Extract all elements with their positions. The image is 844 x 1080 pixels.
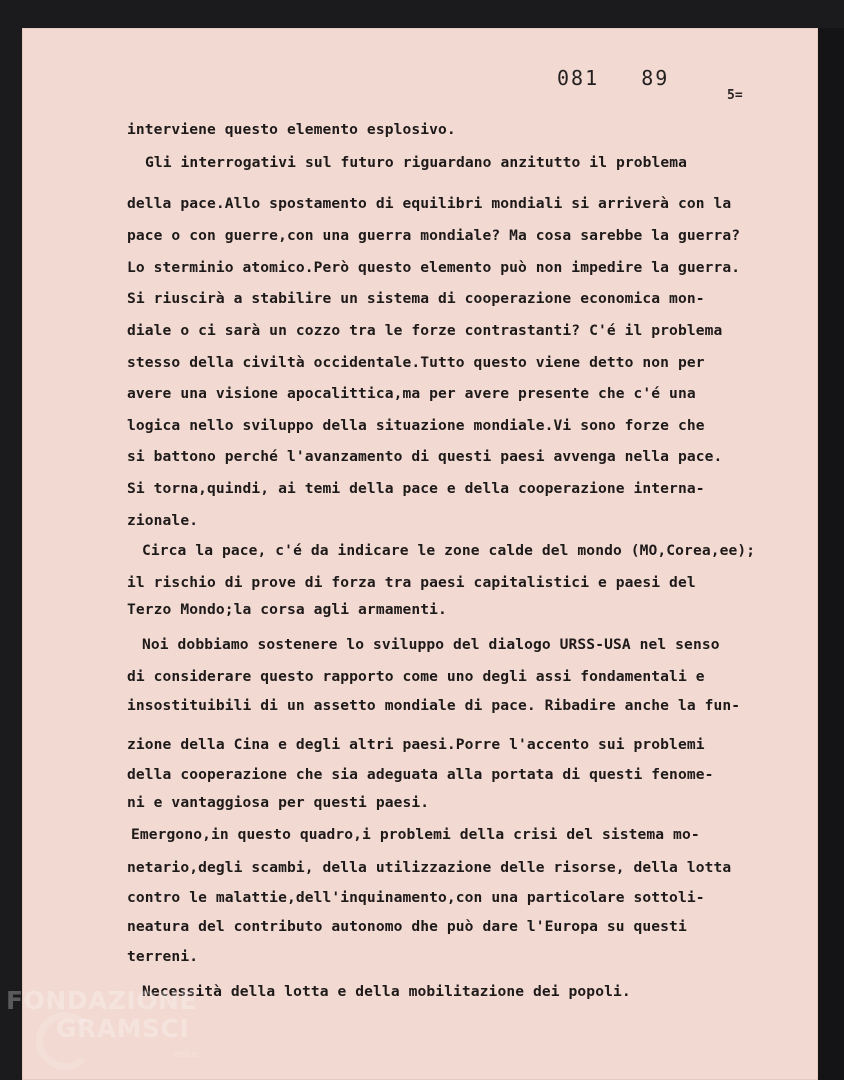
text-line: Terzo Mondo;la corsa agli armamenti. bbox=[127, 601, 447, 618]
text-line: netario,degli scambi, della utilizzazione delle risorse, della lotta bbox=[127, 859, 732, 876]
fondazione-gramsci-watermark bbox=[2, 986, 222, 1080]
text-line: contro le malattie,dell'inquinamento,con una particolare sottoli- bbox=[127, 889, 705, 906]
watermark-line-1: FONDAZIONE bbox=[6, 986, 198, 1015]
text-line: Necessità della lotta e della mobilitazione dei popoli. bbox=[142, 983, 631, 1000]
text-line: neatura del contributo autonomo dhe può dare l'Europa su questi bbox=[127, 918, 687, 935]
text-line: il rischio di prove di forza tra paesi capitalistici e paesi del bbox=[127, 574, 696, 591]
watermark-line-2: GRAMSCI bbox=[56, 1014, 190, 1043]
text-line: Circa la pace, c'é da indicare le zone calde del mondo (MO,Corea,ee); bbox=[142, 542, 756, 559]
text-line: logica nello sviluppo della situazione mondiale.Vi sono forze che bbox=[127, 417, 705, 434]
text-line: interviene questo elemento esplosivo. bbox=[127, 121, 456, 138]
text-line: Noi dobbiamo sostenere lo sviluppo del dialogo URSS-USA nel senso bbox=[142, 636, 720, 653]
text-line: della cooperazione che sia adeguata alla portata di questi fenome- bbox=[127, 766, 714, 783]
scan-border bbox=[818, 28, 844, 1080]
text-line: si battono perché l'avanzamento di questi paesi avvenga nella pace. bbox=[127, 448, 723, 465]
text-line: Si riuscirà a stabilire un sistema di cooperazione economica mon- bbox=[127, 290, 705, 307]
watermark-line-3: onlus bbox=[174, 1050, 199, 1060]
text-line: Gli interrogativi sul futuro riguardano anzitutto il problema bbox=[145, 154, 688, 171]
text-line: diale o ci sarà un cozzo tra le forze contrastanti? C'é il problema bbox=[127, 322, 723, 339]
text-line: avere una visione apocalittica,ma per avere presente che c'é una bbox=[127, 385, 696, 402]
text-line: Lo sterminio atomico.Però questo elemento può non impedire la guerra. bbox=[127, 259, 741, 276]
corner-mark: 5= bbox=[727, 88, 743, 103]
page-number: 081 89 bbox=[557, 66, 670, 90]
document-page bbox=[22, 28, 818, 1080]
text-line: Emergono,in questo quadro,i problemi della crisi del sistema mo- bbox=[131, 826, 700, 843]
text-line: ni e vantaggiosa per questi paesi. bbox=[127, 794, 430, 811]
text-line: stesso della civiltà occidentale.Tutto questo viene detto non per bbox=[127, 354, 705, 371]
text-line: pace o con guerre,con una guerra mondiale? Ma cosa sarebbe la guerra? bbox=[127, 227, 741, 244]
text-line: insostituibili di un assetto mondiale di pace. Ribadire anche la fun- bbox=[127, 697, 741, 714]
text-line: Si torna,quindi, ai temi della pace e della cooperazione interna- bbox=[127, 480, 705, 497]
text-line: zionale. bbox=[127, 512, 199, 529]
text-line: zione della Cina e degli altri paesi.Porre l'accento sui problemi bbox=[127, 736, 705, 753]
text-line: di considerare questo rapporto come uno degli assi fondamentali e bbox=[127, 668, 705, 685]
text-line: della pace.Allo spostamento di equilibri mondiali si arriverà con la bbox=[127, 195, 732, 212]
text-line: terreni. bbox=[127, 948, 199, 965]
